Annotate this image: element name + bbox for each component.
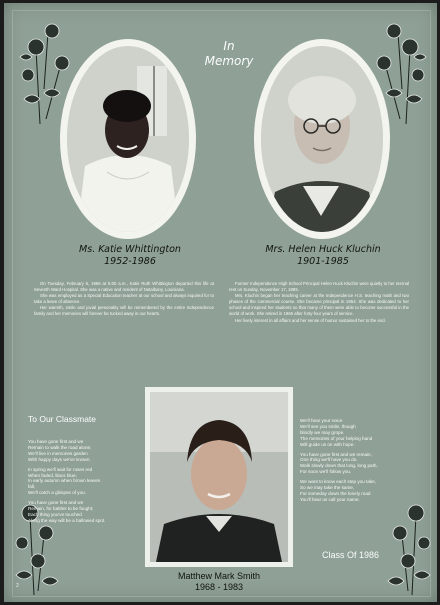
poem-line: So we may take the same,	[300, 485, 355, 491]
poem-line: Remain to walk the road alone;	[28, 444, 92, 450]
heading-line-1: In	[223, 39, 235, 53]
memorial-name-right	[248, 244, 398, 268]
in-memory-heading	[174, 39, 284, 69]
yearbook-page	[4, 3, 437, 602]
poem-stanza	[28, 439, 105, 463]
classmate-name-block	[144, 571, 294, 593]
poem-line: In spring we'll wait for roses red	[28, 466, 93, 472]
memorial-text-right	[229, 281, 409, 324]
poem-line: When faded, lilacs blue;	[28, 472, 77, 478]
poem-line: We'll live in memories garden	[28, 450, 88, 456]
poem-line: We'll see you smile, though	[300, 423, 356, 429]
poem-stanza	[300, 418, 378, 448]
poem-line: Each thing you've touched	[28, 511, 82, 517]
poem-line: blindly we may grope.	[300, 429, 345, 435]
memorial-name-left	[64, 244, 196, 268]
poem-line: You have gone first and we	[28, 439, 84, 444]
memorial-right-paragraph: Mrs. Kluchin began her teaching career at the Independence H.S. teaching math and two phases of the commercial course. She became principal in 1954. She was dedicated to her school and inspired her students so that many of them were able to become successful in the world of work. She retired in 1966 after forty-four years of service.	[229, 293, 409, 317]
portrait-frame-right	[254, 39, 390, 239]
portrait-image-right	[261, 46, 383, 232]
poem-line: Will guide us on with hope.	[300, 441, 355, 447]
portrait-photo-right	[261, 46, 383, 232]
poem-stanza	[28, 467, 105, 497]
portrait-frame-left	[60, 39, 196, 239]
portrait-image-left	[67, 46, 189, 232]
memorial-name-right-text: Mrs. Helen Huck Kluchin	[265, 244, 381, 255]
poem-stanza	[28, 500, 105, 524]
page-number: 2	[16, 583, 19, 589]
poem-line: For soon we'll follow you.	[300, 469, 352, 475]
memorial-left-paragraph: Her warmth, smile and jovial personality will be remembered by the entire Independence family and her memories will forever be tucked away in our hearts.	[34, 305, 214, 317]
memorial-name-left-text: Ms. Katie Whittington	[79, 244, 181, 255]
memorial-years-left: 1952-1986	[104, 256, 156, 267]
rose-bottom-right-icon	[378, 495, 438, 599]
classmate-title: To Our Classmate	[28, 414, 97, 424]
memorial-right-paragraph: Former Independence High School Principal Helen Huck Kluchin were quietly to her eternal rest on Sunday, November 17, 1985.	[229, 281, 409, 293]
poem-stanza	[300, 452, 378, 476]
poem-right	[300, 418, 378, 507]
memorial-left-paragraph: On Tuesday, February 6, 1986 at 5:00 a.m., Katie Ruth Whittington departed this life at Seventh Ward Hospital. She was a native and resident of Natalbany, Louisiana.	[34, 281, 214, 293]
classmate-years: 1968 - 1983	[194, 582, 244, 592]
poem-line: One thing we'll have you do.	[300, 457, 358, 463]
poem-line: With happy days we've known.	[28, 456, 91, 462]
poem-line: We want to know each step you take,	[300, 479, 377, 485]
memorial-text-left	[34, 281, 214, 318]
poem-stanza	[300, 479, 378, 503]
portrait-photo-left	[67, 46, 189, 232]
class-of-label: Class Of 1986	[322, 550, 380, 560]
poem-line: Along the way will be a hallowed spot.	[28, 517, 106, 523]
poem-line: You'll hear us call your name.	[300, 496, 360, 502]
poem-line: Remain, for battles to be fought;	[28, 506, 94, 512]
classmate-photo-frame	[145, 387, 293, 567]
poem-left	[28, 439, 105, 528]
poem-line: The memories of your helping hand	[300, 435, 373, 441]
poem-line: fall,	[28, 484, 36, 490]
memorial-years-right: 1901-1985	[297, 256, 349, 267]
classmate-photo	[150, 392, 288, 562]
poem-line: You have gone first and we	[28, 500, 84, 506]
classmate-name: Matthew Mark Smith	[177, 571, 261, 581]
poem-line: You have gone first and we remain,	[300, 451, 372, 457]
poem-line: We'll catch a glimpse of you.	[28, 490, 86, 496]
poem-line: For someday down the lonely road	[300, 490, 371, 496]
poem-line: Walk slowly down that long, long path,	[300, 463, 378, 469]
poem-line: In early autumn when brown leaves	[28, 478, 101, 484]
poem-line: We'll hear your voice	[300, 418, 343, 423]
memorial-left-paragraph: She was employed as a Special Education teacher at our school and always inquired for to take a leave of absence.	[34, 293, 214, 305]
heading-line-2: Memory	[204, 54, 254, 68]
memorial-right-paragraph: Her lively interest in all affairs and her sense of humor sustained her to the end.	[235, 317, 386, 323]
